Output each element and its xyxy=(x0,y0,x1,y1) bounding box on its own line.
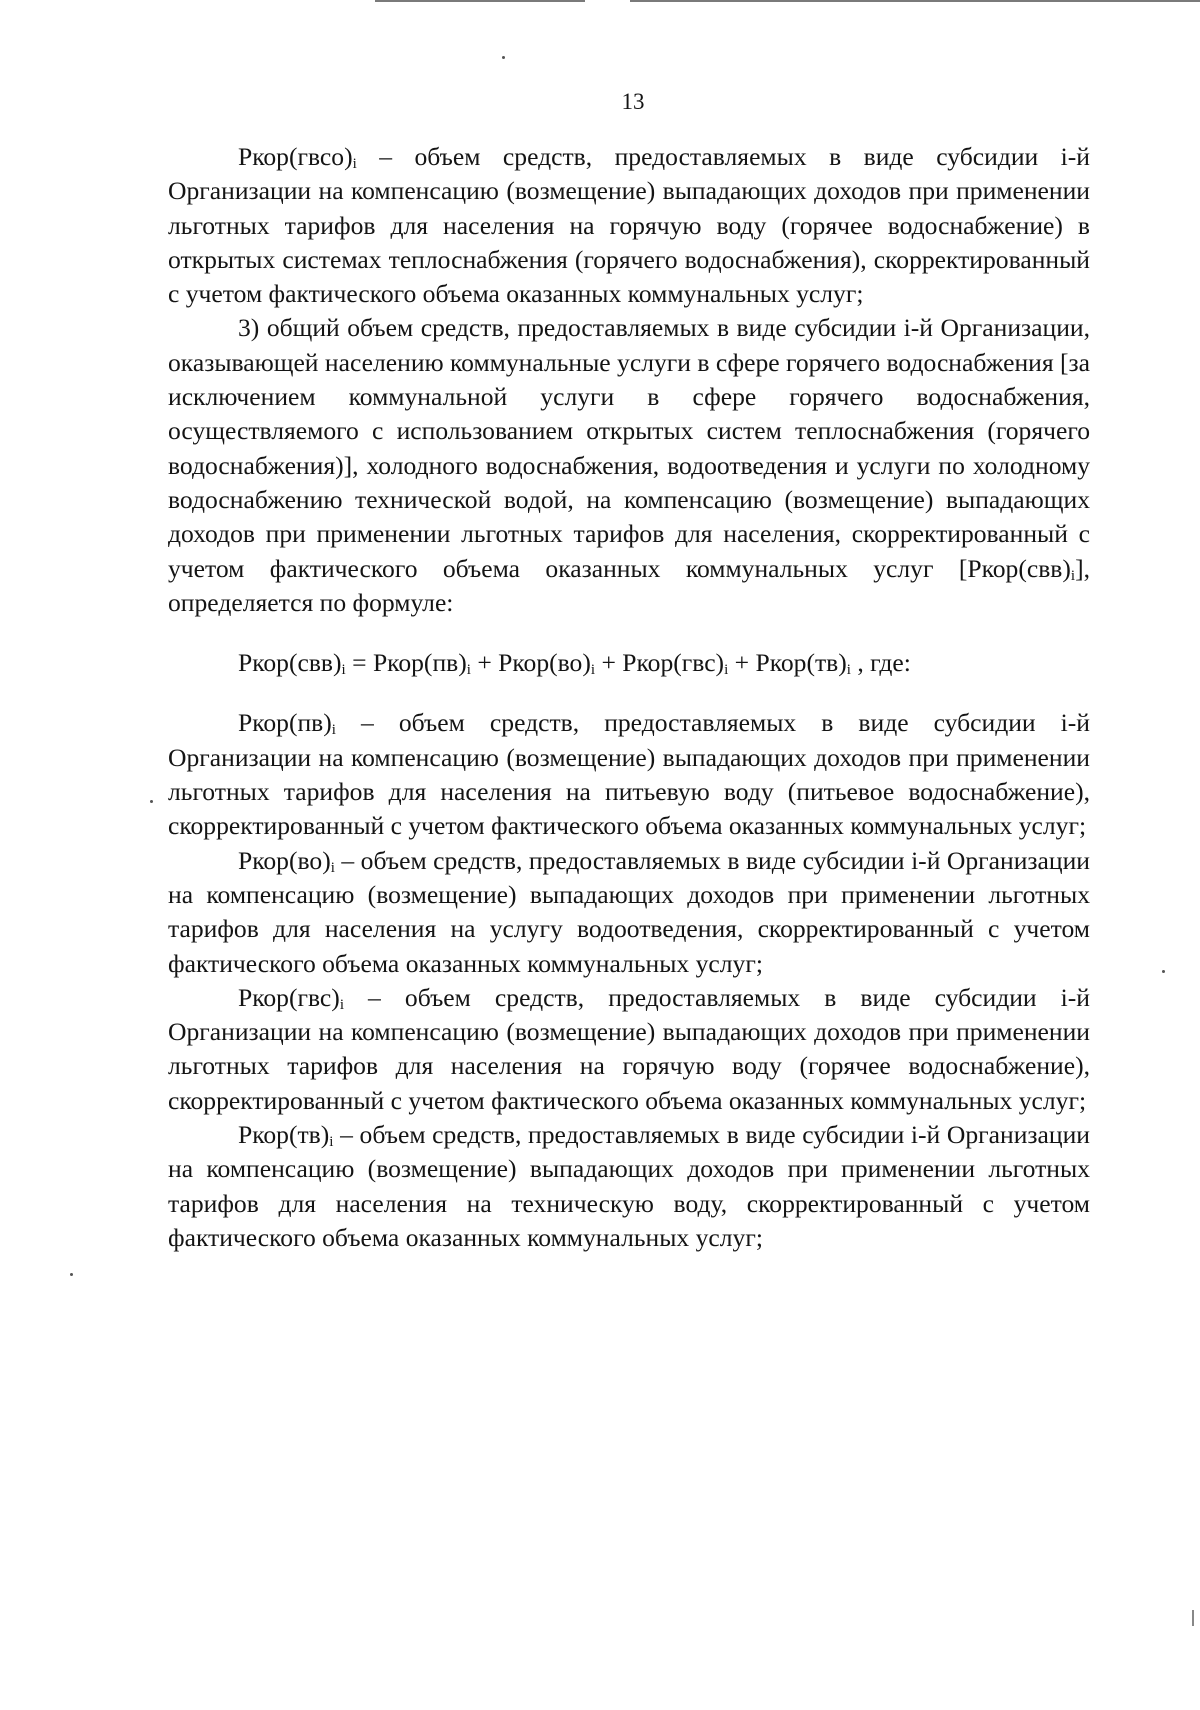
formula-subscript: i xyxy=(341,662,346,679)
subscript-i: i xyxy=(330,859,335,876)
formula-plus: + xyxy=(470,648,499,678)
definition-text: – объем средств, предоставляемых в виде субсидии i-й Организации на компенсацию (возмещение) выпадающих доходов при применении льготных тарифов для населения на горячую воду (горячее водоснабжение), скорректированный с учетом фактического объема оказанных коммунальных услуг; xyxy=(168,982,1090,1115)
scan-edge-mark xyxy=(1192,1610,1194,1626)
paragraph-pv-definition xyxy=(168,706,1090,843)
paragraph-gvso-definition xyxy=(168,140,1090,311)
term-rkor-tv: Ркор(тв) xyxy=(238,1120,330,1150)
formula-term-gvs: Ркор(гвс) xyxy=(622,648,725,678)
definition-text: – объем средств, предоставляемых в виде субсидии i-й Организации на компенсацию (возмещение) выпадающих доходов при применении льготных тарифов для населения на услугу водоотведения, скорректированный с учетом фактического объема оказанных коммунальных услуг; xyxy=(168,845,1090,978)
paragraph-gvs-definition xyxy=(168,981,1090,1118)
subscript-i: i xyxy=(339,996,344,1013)
formula-plus: + xyxy=(595,648,623,678)
formula-subscript: i xyxy=(846,662,851,679)
formula xyxy=(168,646,1090,680)
formula-term-tv: Ркор(тв) xyxy=(755,648,847,678)
paragraph-tv-definition xyxy=(168,1118,1090,1255)
subscript-i: i xyxy=(352,156,357,172)
document-body xyxy=(168,140,1090,1255)
subscript-i: i xyxy=(1070,567,1076,584)
paragraph-vo-definition xyxy=(168,844,1090,981)
scan-speck xyxy=(502,56,505,59)
definition-text: – объем средств, предоставляемых в виде субсидии i-й Организации на компенсацию (возмещение) выпадающих доходов при применении льготных тарифов для населения на горячую воду (горячее водоснабжение) в открытых системах теплоснабжения (горячего водоснабжения), скорректированный с учетом фактического объема оказанных коммунальных услуг; xyxy=(168,142,1090,309)
formula-term-vo: Ркор(во) xyxy=(498,648,591,678)
subscript-i: i xyxy=(329,1134,334,1151)
scan-speck xyxy=(150,800,153,803)
term-rkor-gvs: Ркор(гвс) xyxy=(238,982,340,1012)
term-rkor-gvso: Ркор(гвсо) xyxy=(238,142,353,171)
scan-speck xyxy=(1162,970,1165,973)
formula-subscript: i xyxy=(466,662,471,679)
scan-top-edge-line xyxy=(375,0,585,2)
item-3-text-end: ], определяется по формуле: xyxy=(168,553,1090,617)
formula-subscript: i xyxy=(590,662,596,679)
formula-plus: + xyxy=(728,648,756,678)
page-number: 13 xyxy=(621,89,645,114)
scan-top-edge-line xyxy=(630,0,1200,2)
subscript-i: i xyxy=(331,722,336,739)
term-rkor-pv: Ркор(пв) xyxy=(238,708,332,738)
definition-text: – объем средств, предоставляемых в виде субсидии i-й Организации на компенсацию (возмещение) выпадающих доходов при применении льготных тарифов для населения на питьевую воду (питьевое водоснабжение), скорректированный с учетом фактического объема оказанных коммунальных услуг; xyxy=(168,708,1090,841)
scan-speck xyxy=(70,1273,73,1276)
formula-term-svv: Ркор(свв) xyxy=(238,648,342,678)
term-rkor-vo: Ркор(во) xyxy=(238,845,331,875)
item-3-text: 3) общий объем средств, предоставляемых в виде субсидии i-й Организации, оказывающей населению коммунальные услуги в сфере горячего водоснабжения [за исключением коммунальной услуги в сфере горячего водоснабжения, осуществляемого с использованием открытых систем теплоснабжения (горячего водоснабжения)], холодного водоснабжения, водоотведения и услуги по холодному водоснабжению технической водой, на компенсацию (возмещение) выпадающих доходов при применении льготных тарифов для населения, скорректированный с учетом фактического объема оказанных коммунальных услуг [Ркор(свв) xyxy=(168,313,1091,583)
formula-tail: , где: xyxy=(850,648,911,678)
formula-term-pv: Ркор(пв) xyxy=(372,648,467,678)
formula-equals: = xyxy=(345,648,373,678)
definition-text: – объем средств, предоставляемых в виде субсидии i-й Организации на компенсацию (возмещение) выпадающих доходов при применении льготных тарифов для населения на техническую воду, скорректированный с учетом фактического объема оказанных коммунальных услуг; xyxy=(168,1120,1090,1252)
paragraph-item-3 xyxy=(168,311,1090,620)
formula-subscript: i xyxy=(724,662,729,679)
